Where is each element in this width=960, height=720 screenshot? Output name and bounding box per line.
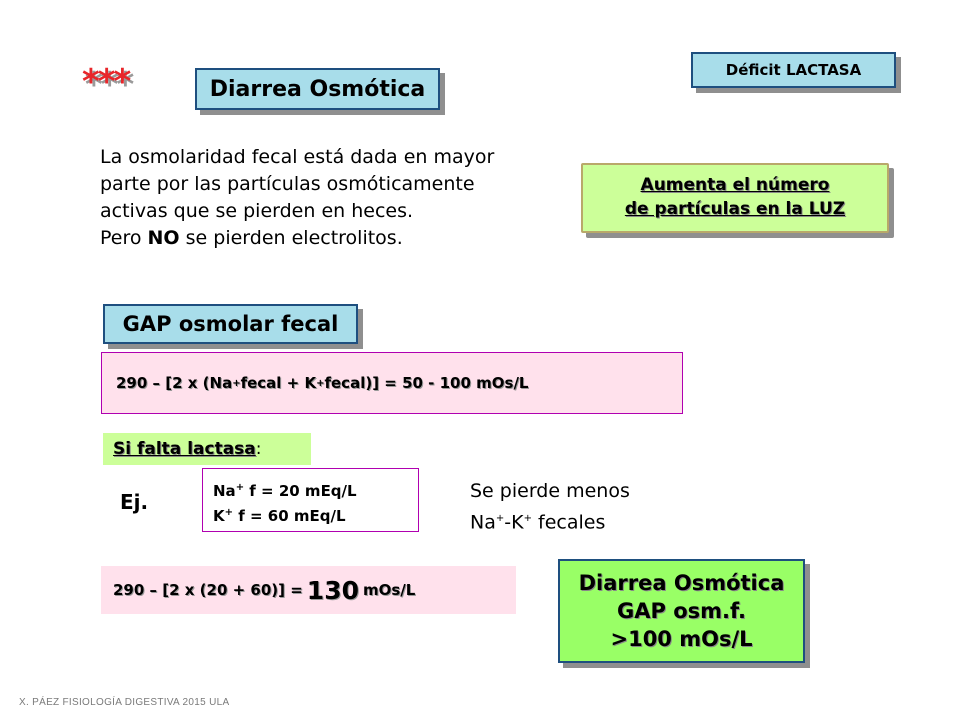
note-fecales: fecales bbox=[531, 511, 606, 534]
k-value: f = 60 mEq/L bbox=[233, 507, 346, 525]
condition-text: Si falta lactasa bbox=[113, 439, 256, 459]
intro-line-1: La osmolaridad fecal está dada en mayor bbox=[100, 146, 495, 168]
gap-formula bbox=[101, 352, 683, 414]
note-na-charge: + bbox=[495, 513, 505, 524]
stars-decoration: *** bbox=[82, 62, 130, 102]
na-charge: + bbox=[235, 482, 245, 493]
na-value: f = 20 mEq/L bbox=[244, 482, 357, 500]
intro-paragraph bbox=[100, 144, 494, 252]
example-formula bbox=[101, 566, 516, 614]
intro-line-4 bbox=[100, 225, 494, 252]
intro-line-4-end: se pierden electrolitos. bbox=[179, 227, 403, 249]
aumenta-line-2: de partículas en la LUZ bbox=[624, 199, 846, 219]
example-formula-unit: mOs/L bbox=[362, 581, 416, 599]
note-na: Na bbox=[470, 511, 496, 534]
intro-line-4-start: Pero bbox=[100, 227, 148, 249]
gap-formula-sup-2: + bbox=[316, 377, 325, 389]
example-formula-result: 130 bbox=[306, 575, 359, 605]
gap-formula-part-1: 290 – [2 x (Na bbox=[116, 374, 233, 392]
aumenta-particulas-box bbox=[581, 163, 889, 233]
deficit-lactasa-tag: Déficit LACTASA bbox=[691, 52, 896, 88]
gap-formula-sup-1: + bbox=[232, 377, 241, 389]
example-formula-expression: 290 – [2 x (20 + 60)] = bbox=[113, 581, 303, 599]
conclusion-line-1: Diarrea Osmótica bbox=[578, 571, 785, 595]
aumenta-line-1: Aumenta el número bbox=[640, 175, 830, 195]
note-line-2 bbox=[470, 505, 630, 536]
gap-formula-part-2: fecal + K bbox=[240, 374, 317, 392]
footer-credit: X. PÁEZ FISIOLOGÍA DIGESTIVA 2015 ULA bbox=[19, 697, 230, 708]
condition-colon: : bbox=[255, 439, 262, 459]
si-falta-lactasa-label bbox=[103, 433, 311, 465]
k-symbol: K bbox=[213, 507, 225, 525]
example-values-box bbox=[202, 468, 419, 532]
k-value-line bbox=[213, 502, 418, 527]
note-line-1: Se pierde menos bbox=[470, 480, 630, 502]
conclusion-line-2: GAP osm.f. bbox=[617, 599, 746, 623]
intro-line-4-emphasis: NO bbox=[147, 227, 180, 249]
intro-line-2: parte por las partículas osmóticamente bbox=[100, 173, 475, 195]
pierde-menos-note bbox=[470, 478, 630, 536]
na-symbol: Na bbox=[213, 482, 236, 500]
note-k-charge: + bbox=[523, 513, 532, 524]
conclusion-line-3: >100 mOs/L bbox=[610, 627, 753, 651]
gap-formula-part-3: fecal)] = 50 - 100 mOs/L bbox=[324, 374, 529, 392]
note-k: -K bbox=[504, 511, 524, 534]
intro-line-3: activas que se pierden en heces. bbox=[100, 200, 414, 222]
slide-title: Diarrea Osmótica bbox=[195, 68, 440, 110]
example-label: Ej. bbox=[120, 490, 149, 514]
conclusion-box bbox=[558, 559, 805, 663]
gap-osmolar-title: GAP osmolar fecal bbox=[103, 304, 358, 344]
k-charge: + bbox=[224, 507, 234, 518]
na-value-line bbox=[213, 477, 418, 502]
